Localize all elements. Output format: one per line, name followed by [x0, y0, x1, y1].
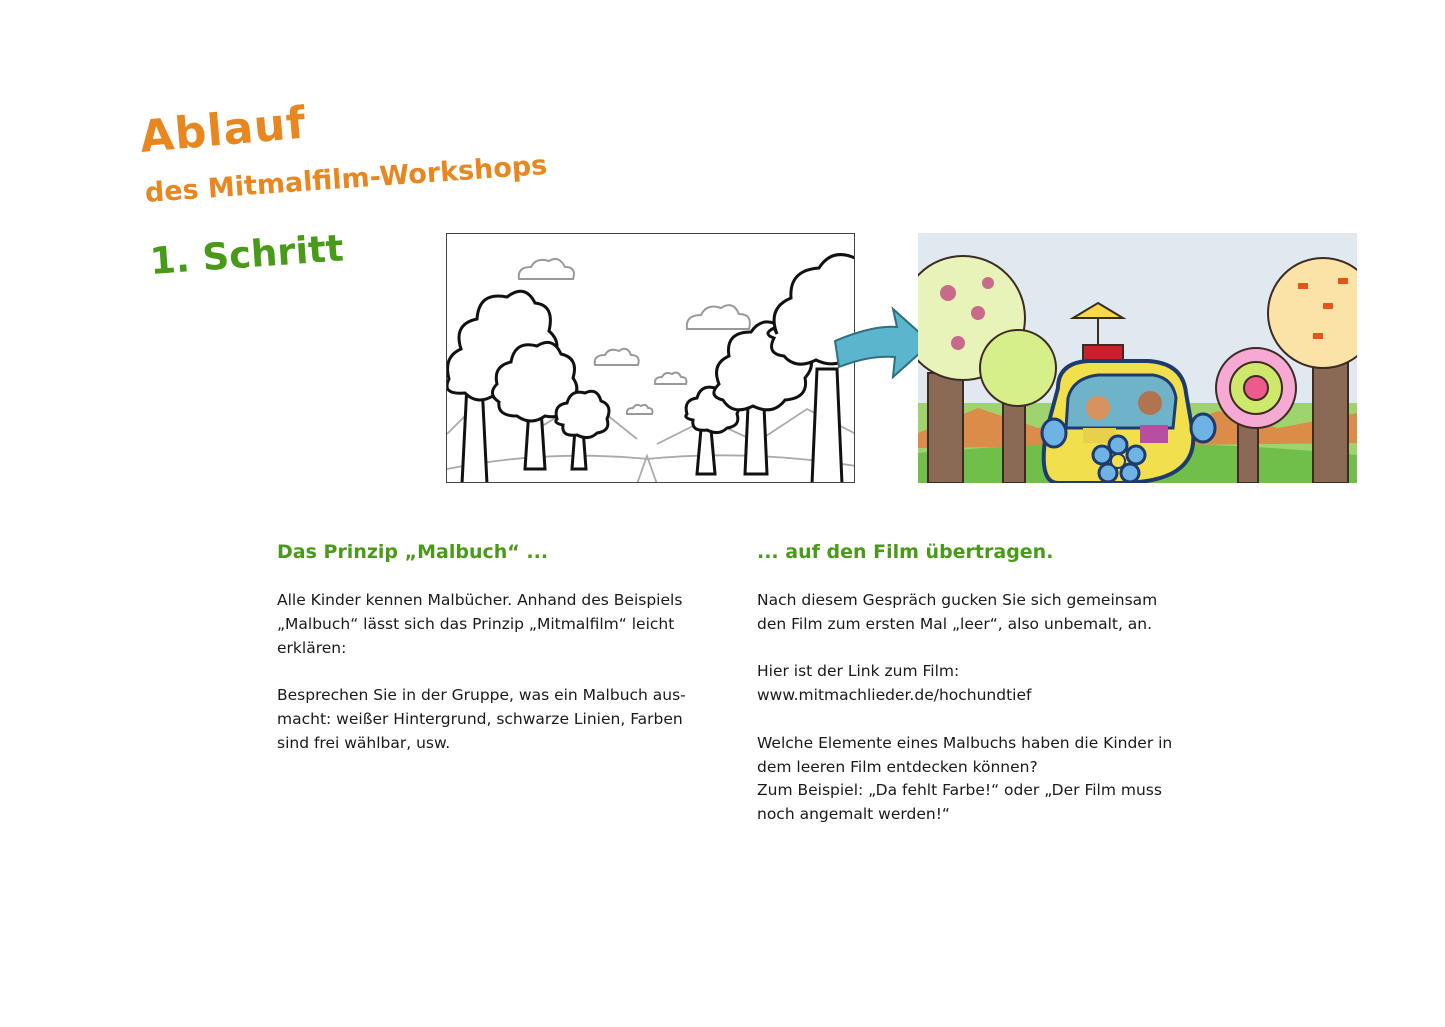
page-title: Ablauf: [137, 97, 309, 163]
right-heading: ... auf den Film übertragen.: [757, 541, 1054, 563]
text-line: Nach diesem Gespräch gucken Sie sich gemeinsam: [757, 591, 1158, 609]
text-line: den Film zum ersten Mal „leer“, also unbemalt, an.: [757, 614, 1153, 633]
film-link[interactable]: www.mitmachlieder.de/hochundtief: [757, 686, 1032, 705]
text-line: Besprechen Sie in der Gruppe, was ein Malbuch aus-: [277, 686, 686, 705]
paragraph-gap: [277, 660, 686, 684]
text-line: dem leeren Film entdecken können?: [757, 757, 1038, 776]
right-text-block: [757, 589, 1172, 827]
paragraph-gap: [757, 708, 1172, 732]
text-line: „Malbuch“ lässt sich das Prinzip „Mitmalfilm“ leicht: [277, 614, 675, 633]
left-text-block: [277, 589, 686, 756]
text-line: Hier ist der Link zum Film:: [757, 662, 960, 681]
text-line: sind frei wählbar, usw.: [277, 733, 451, 752]
coloring-book-image: [446, 233, 855, 483]
page-subtitle: des Mitmalfilm-Workshops: [143, 149, 549, 209]
text-line: Zum Beispiel: „Da fehlt Farbe!“ oder „Der Film muss: [757, 781, 1162, 800]
step-title: 1. Schritt: [148, 226, 345, 283]
text-line: Welche Elemente eines Malbuchs haben die Kinder in: [757, 733, 1173, 752]
paragraph-gap: [757, 637, 1172, 661]
left-heading: Das Prinzip „Malbuch“ ...: [277, 541, 549, 563]
text-line: noch angemalt werden!“: [757, 805, 950, 824]
text-line: macht: weißer Hintergrund, schwarze Linien, Farben: [277, 709, 683, 728]
text-line: Alle Kinder kennen Malbücher. Anhand des Beispiels: [277, 591, 683, 609]
colored-film-image: [918, 233, 1357, 483]
text-line: erklären:: [277, 638, 347, 657]
